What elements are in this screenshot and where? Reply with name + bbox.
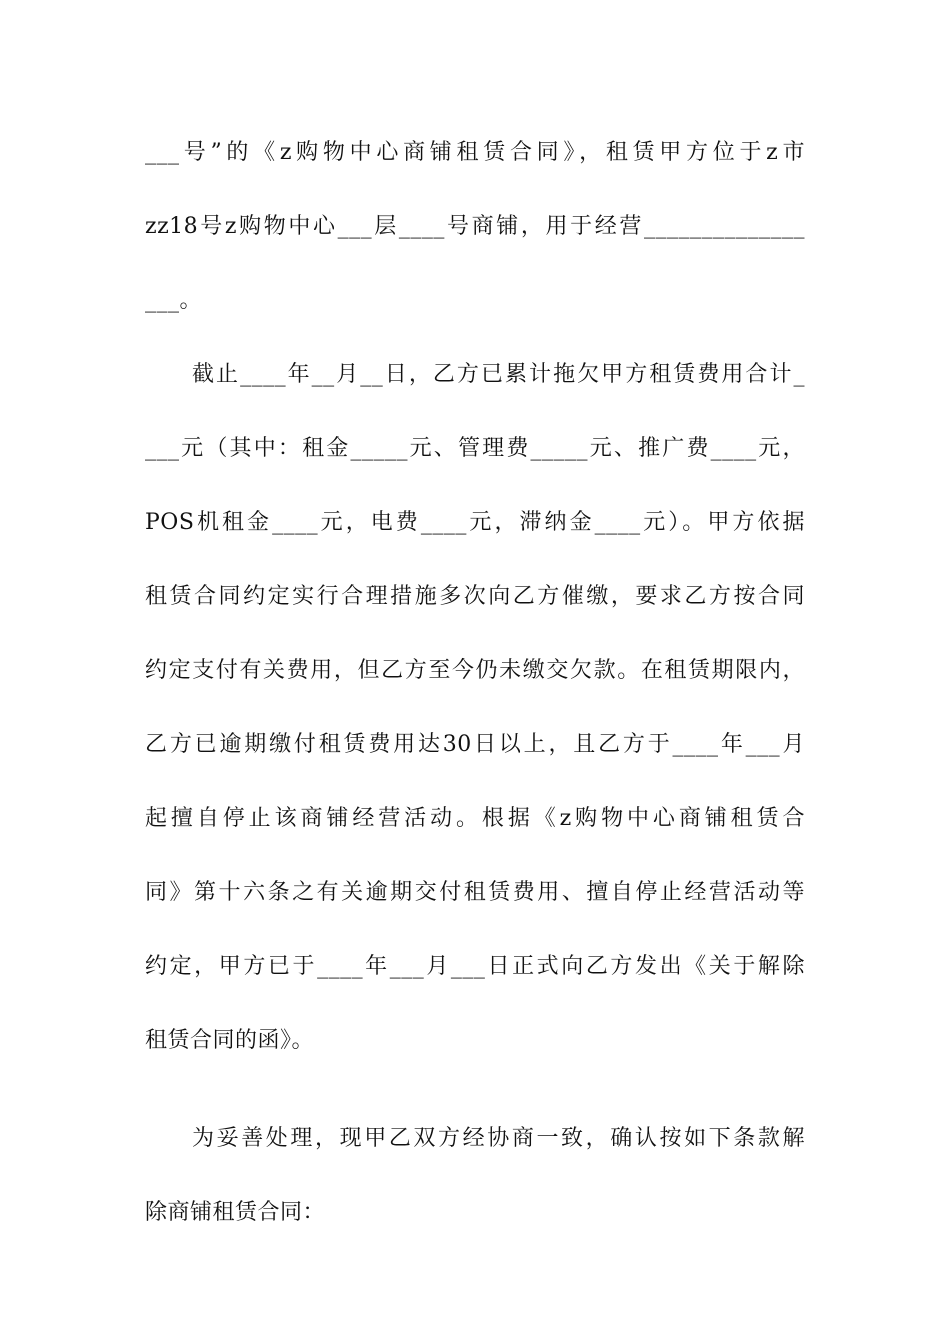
text-line-7: 租赁合同约定实行合理措施多次向乙方催缴，要求乙方按合同 xyxy=(145,584,805,609)
text-line-10: 起擅自停止该商铺经营活动。根据《z购物中心商铺租赁合 xyxy=(145,806,805,831)
text-line-8: 约定支付有关费用，但乙方至今仍未缴交欠款。在租赁期限内， xyxy=(145,658,805,683)
paragraph-gap xyxy=(145,1092,805,1116)
text-line-11: 同》第十六条之有关逾期交付租赁费用、擅自停止经营活动等 xyxy=(145,880,805,905)
text-line-9: 乙方已逾期缴付租赁费用达30日以上，且乙方于____年___月 xyxy=(145,732,805,757)
text-line-3: ___。 xyxy=(145,288,203,313)
text-line-2: zz18号z购物中心___层____号商铺，用于经营______________ xyxy=(145,214,805,239)
text-line-15: 除商铺租赁合同： xyxy=(145,1200,326,1225)
text-line-5: ___元（其中：租金_____元、管理费_____元、推广费____元， xyxy=(145,436,805,461)
paragraph-3-line-1: 为妥善处理，现甲乙双方经协商一致，确认按如下条款解 xyxy=(192,1126,805,1151)
text-line-6: POS机租金____元，电费____元，滞纳金____元）。甲方依据 xyxy=(145,510,805,535)
text-line-13: 租赁合同的函》。 xyxy=(145,1028,315,1053)
document-page xyxy=(145,130,805,1264)
paragraph-2-line-1: 截止____年__月__日，乙方已累计拖欠甲方租赁费用合计_ xyxy=(192,362,805,387)
text-line-1: ___号”的《z购物中心商铺租赁合同》，租赁甲方位于z市 xyxy=(145,140,805,165)
text-line-12: 约定，甲方已于____年___月___日正式向乙方发出《关于解除 xyxy=(145,954,805,979)
